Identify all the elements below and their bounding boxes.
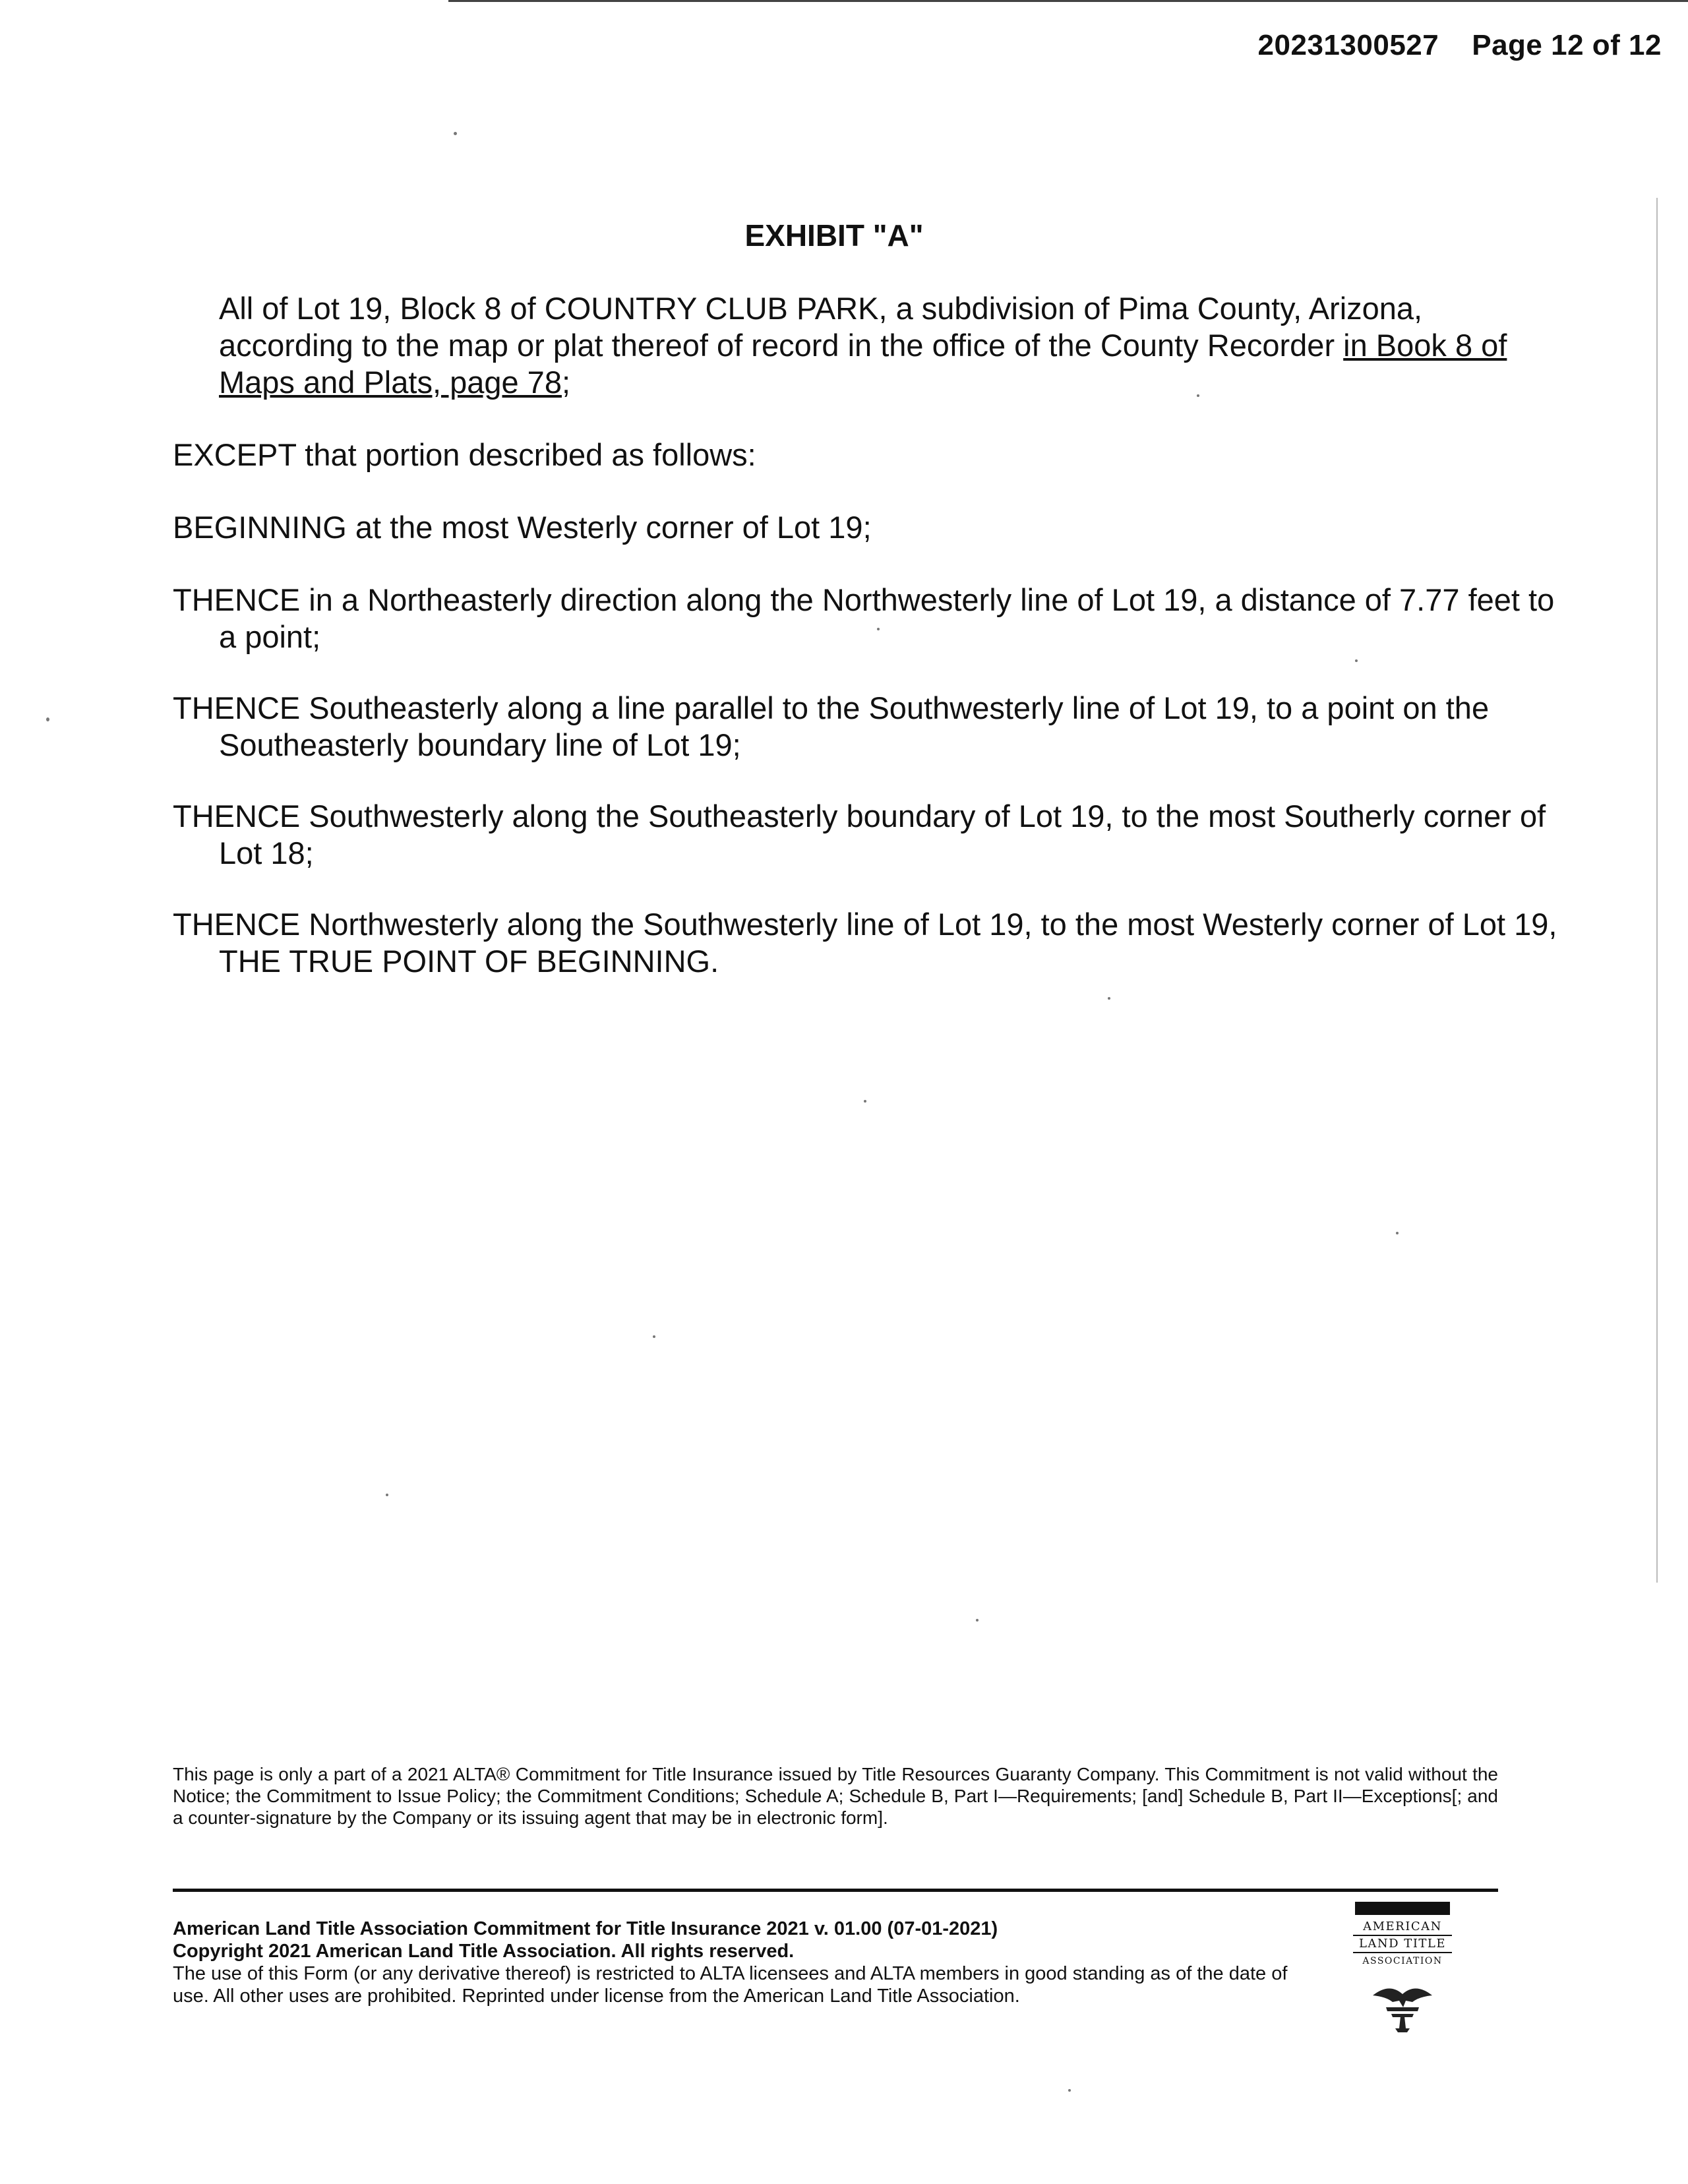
except-clause: EXCEPT that portion described as follows:: [173, 437, 756, 472]
scan-speck: [1396, 1232, 1399, 1234]
commitment-notice: This page is only a part of a 2021 ALTA® Commitment for Title Insurance issued by Title Resources Guaranty Company. This Commitment is not valid without the Notice; the Commitment to Issue Policy; the Commitment Conditions; Schedule A; Schedule B, Part I—Requirements; [and] Schedule B, Part II—Exceptions[; and a counter-signature by the Company or its issuing agent that may be in electronic form].: [173, 1764, 1498, 1828]
footer-divider: [173, 1889, 1498, 1892]
alta-logo: [1353, 1902, 1452, 2035]
scan-speck: [864, 1100, 866, 1103]
course-4: THENCE Northwesterly along the Southwesterly line of Lot 19, to the most Westerly corner of Lot 19, THE TRUE POINT OF BEGINNING.: [173, 907, 1557, 979]
point-of-beginning: BEGINNING at the most Westerly corner of Lot 19;: [173, 510, 872, 545]
legal-intro-end: ;: [561, 365, 571, 400]
scan-speck: [1108, 997, 1110, 1000]
scan-speck: [1068, 2089, 1071, 2092]
exhibit-title: EXHIBIT "A": [744, 218, 924, 253]
scan-speck: [653, 1335, 655, 1338]
scan-speck: [1197, 394, 1199, 397]
scan-speck: [976, 1619, 979, 1622]
course-2: THENCE Southeasterly along a line parallel to the Southwesterly line of Lot 19, to a point on the Southeasterly boundary line of Lot 19;: [173, 690, 1490, 762]
plat-reference: in Book 8 of Maps and Plats, page 78: [219, 328, 1507, 400]
legal-intro-text: All of Lot 19, Block 8 of COUNTRY CLUB PARK, a subdivision of Pima County, Arizona, according to the map or plat thereof of record in the office of the County Recorder: [219, 291, 1423, 363]
top-border-line: [448, 0, 1688, 2]
scan-speck: [877, 628, 880, 630]
scan-speck: [454, 132, 457, 135]
logo-bar: [1355, 1902, 1450, 1915]
course-1: THENCE in a Northeasterly direction along the Northwesterly line of Lot 19, a distance of 7.77 feet to a point;: [173, 582, 1555, 654]
eagle-icon: [1366, 1976, 1439, 2035]
document-number: 20231300527: [1257, 29, 1439, 61]
logo-line-association: ASSOCIATION: [1362, 1956, 1443, 1966]
page-indicator: Page 12 of 12: [1472, 29, 1662, 61]
legal-description-intro: [219, 290, 1531, 401]
footer-block: [173, 1918, 1320, 2007]
form-title: American Land Title Association Commitment for Title Insurance 2021 v. 01.00 (07-01-2021): [173, 1918, 998, 1939]
logo-line-land-title: LAND TITLE: [1353, 1935, 1452, 1953]
copyright-line: Copyright 2021 American Land Title Association. All rights reserved.: [173, 1941, 795, 1962]
recording-header: [1258, 29, 1662, 62]
logo-line-american: AMERICAN: [1363, 1920, 1442, 1933]
license-notice: The use of this Form (or any derivative thereof) is restricted to ALTA licensees and ALTA members in good standing as of the date of use. All other uses are prohibited. Reprinted under license from the American Land Title Association.: [173, 1963, 1288, 2007]
scan-speck: [46, 717, 49, 721]
course-3: THENCE Southwesterly along the Southeasterly boundary of Lot 19, to the most Southerly corner of Lot 18;: [173, 799, 1546, 870]
scan-speck: [1355, 659, 1358, 662]
scan-speck: [386, 1494, 388, 1496]
scan-edge-line: [1656, 198, 1658, 1583]
